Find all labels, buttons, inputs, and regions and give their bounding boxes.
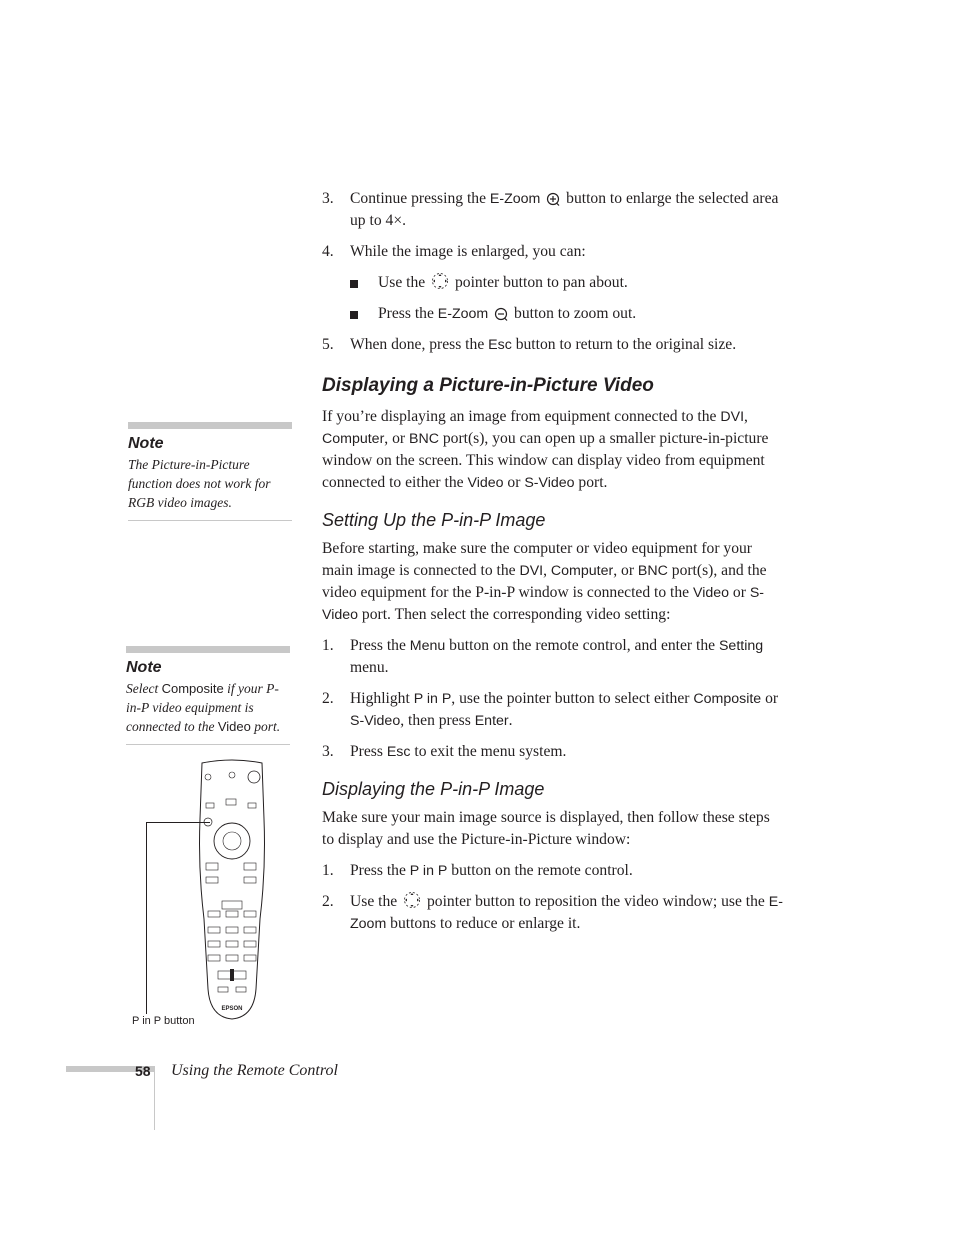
callout-p-in-p-button: P in P button	[132, 1015, 195, 1027]
callout-line	[146, 822, 210, 823]
footer-divider	[154, 1066, 155, 1130]
display-step-2: 2. Use the pointer button to reposition the video window; use the E-Zoom buttons to reduce or enlarge it.	[322, 893, 783, 932]
display-paragraph: Make sure your main image source is displayed, then follow these steps to display and use the Picture-in-Picture window:	[322, 809, 770, 848]
key-ezoom: E-Zoom	[437, 306, 489, 322]
note-composite	[126, 646, 290, 745]
callout-line	[146, 822, 147, 1014]
zoom-out-icon	[494, 307, 508, 321]
zoom-in-icon	[546, 192, 560, 206]
setup-paragraph: Before starting, make sure the computer or video equipment for your main image is connected to the DVI, Computer, or BNC port(s), and the video equipment for the P-in-P window is connected to the Video or S-Video port. Then select the corresponding video setting:	[322, 540, 767, 623]
setup-step-2: 2. Highlight P in P, use the pointer button to select either Composite or S-Video, then press Enter.	[322, 690, 779, 729]
bullet-square-icon	[350, 311, 358, 319]
bullet-square-icon	[350, 280, 358, 288]
bullet-pan: Use the pointer button to pan about.	[322, 272, 784, 294]
step-number: 5.	[322, 336, 334, 353]
display-step-1: 1. Press the P in P button on the remote control.	[322, 862, 633, 879]
setup-step-1: 1. Press the Menu button on the remote control, and enter the Setting menu.	[322, 637, 764, 676]
running-title: Using the Remote Control	[171, 1062, 338, 1079]
key-esc: Esc	[488, 337, 512, 353]
note-pip-rgb	[128, 422, 292, 521]
key-ezoom: E-Zoom	[489, 191, 541, 207]
step-5-done: 5. When done, press the Esc button to return to the original size.	[322, 334, 784, 356]
remote-brand-label: EPSON	[221, 1006, 243, 1012]
note-title: Note	[128, 435, 164, 452]
bullet-zoom-out: Press the E-Zoom button to zoom out.	[322, 303, 784, 325]
main-column	[322, 188, 784, 944]
note-text: Select Composite if your P-in-P video equipment is connected to the Video port.	[126, 681, 281, 734]
note-text: The Picture-in-Picture function does not work for RGB video images.	[128, 457, 271, 510]
pointer-button-icon	[403, 891, 421, 909]
step-4-enlarged: 4. While the image is enlarged, you can:	[322, 241, 784, 263]
section-heading-display: Displaying the P-in-P Image	[322, 779, 545, 799]
section-heading-setup: Setting Up the P-in-P Image	[322, 510, 546, 530]
note-title: Note	[126, 659, 162, 676]
setup-step-3: 3. Press Esc to exit the menu system.	[322, 743, 567, 760]
pip-intro-paragraph: If you’re displaying an image from equipment connected to the DVI, Computer, or BNC port(s), you can open up a smaller picture-in-picture window on the screen. This window can display video from equipment connected to either the Video or S-Video port.	[322, 408, 769, 491]
step-3-ezoom-enlarge: 3. Continue pressing the E-Zoom button to enlarge the selected area up to 4×.	[322, 190, 779, 229]
page-number: 58	[135, 1063, 151, 1079]
pointer-button-icon	[431, 272, 449, 290]
step-number: 3.	[322, 190, 334, 207]
remote-control-illustration	[196, 759, 268, 1021]
step-number: 4.	[322, 243, 334, 260]
section-heading-pip: Displaying a Picture-in-Picture Video	[322, 375, 654, 396]
